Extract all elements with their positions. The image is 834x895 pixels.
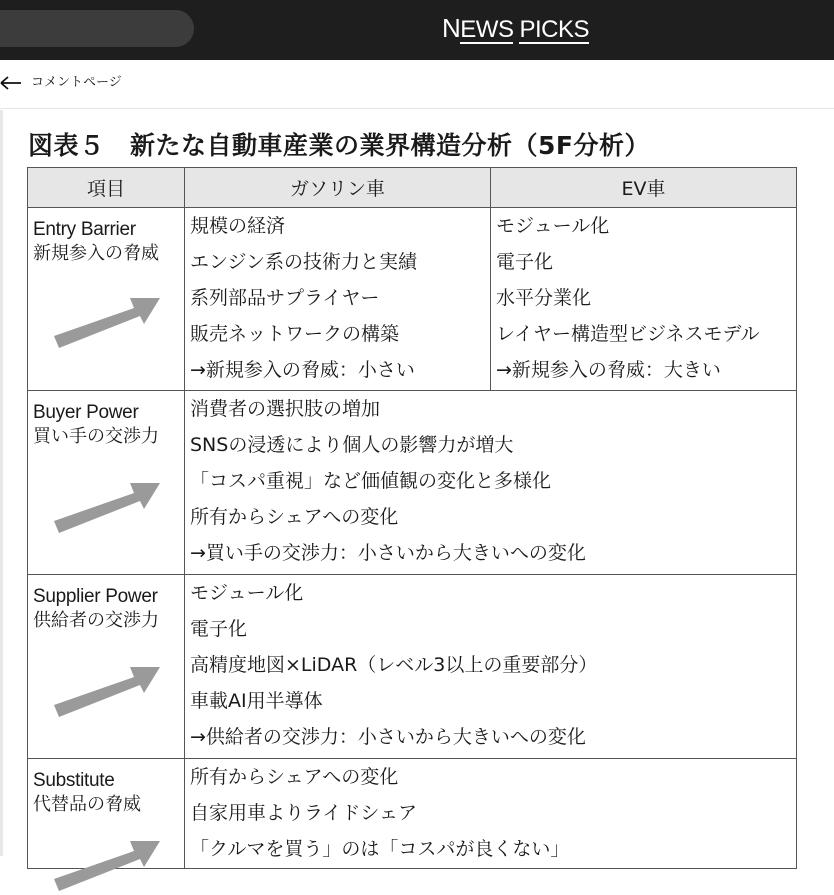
category-jp: 買い手の交渉力 [33,426,159,447]
table-row [28,759,797,869]
list-item: 「コスパ重視」など価値観の変化と多様化 [190,470,552,492]
combined-cell [185,759,797,869]
list-item: →買い手の交渉力：小さいから大きいへの変化 [190,542,586,564]
list-item: 「クルマを買う」のは「コスパが良くない」 [190,838,570,860]
list-item: 車載AI用半導体 [190,690,323,712]
figure-edge [0,110,3,856]
list-item: 所有からシェアへの変化 [190,506,399,528]
list-item: 高精度地図×LiDAR（レベル3以上の重要部分） [190,654,598,676]
list-item: →供給者の交渉力：小さいから大きいへの変化 [190,726,586,748]
upward-trend-arrow-icon [50,286,162,352]
five-forces-table [27,167,797,869]
upward-trend-arrow-icon [50,471,162,537]
list-item: 規模の経済 [190,215,286,237]
list-item: 消費者の選択肢の増加 [190,398,381,420]
row-category [28,391,185,575]
category-en: Supplier Power [33,586,158,607]
category-en: Substitute [33,770,115,791]
list-item: モジュール化 [496,215,610,237]
top-bar [0,0,834,60]
logo-word-picks: PICKS [519,16,589,43]
list-item: 水平分業化 [496,287,592,309]
list-item: 電子化 [496,251,554,273]
back-arrow-icon[interactable] [0,74,22,94]
combined-cell [185,391,797,575]
combined-cell [185,575,797,759]
list-item: 所有からシェアへの変化 [190,766,399,788]
logo-word-news: EWS [460,16,514,43]
column-header-gasoline: ガソリン車 [185,168,491,208]
category-en: Entry Barrier [33,219,136,240]
list-item: エンジン系の技術力と実績 [190,251,418,273]
table-row [28,391,797,575]
list-item: モジュール化 [190,582,304,604]
back-to-comments-link[interactable]: コメントページ [31,75,122,90]
gasoline-cell [185,208,491,391]
row-category [28,208,185,391]
list-item: →新規参入の脅威：大きい [496,359,721,381]
search-bar[interactable] [0,10,194,47]
category-jp: 供給者の交渉力 [33,610,159,631]
table-row [28,208,797,391]
ev-cell [491,208,797,391]
list-item: 自家用車よりライドシェア [190,802,418,824]
category-jp: 代替品の脅威 [33,794,141,815]
back-navigation-bar [0,60,834,109]
row-category [28,575,185,759]
row-category [28,759,185,869]
upward-trend-arrow-icon [50,655,162,721]
list-item: 電子化 [190,618,248,640]
list-item: 系列部品サプライヤー [190,287,380,309]
figure-title: 図表５ 新たな自動車産業の業界構造分析（5F分析） [28,131,650,160]
column-header-item: 項目 [28,168,185,208]
table-row [28,575,797,759]
list-item: 販売ネットワークの構築 [190,323,400,345]
list-item: レイヤー構造型ビジネスモデル [496,323,760,345]
category-en: Buyer Power [33,402,139,423]
category-jp: 新規参入の脅威 [33,243,159,264]
list-item: SNSの浸透により個人の影響力が増大 [190,434,514,456]
list-item: →新規参入の脅威：小さい [190,359,415,381]
upward-trend-arrow-icon [50,829,162,895]
logo-letter: N [442,13,461,43]
table-header-row [28,168,797,208]
column-header-ev: EV車 [491,168,797,208]
newspicks-logo[interactable] [442,14,589,44]
